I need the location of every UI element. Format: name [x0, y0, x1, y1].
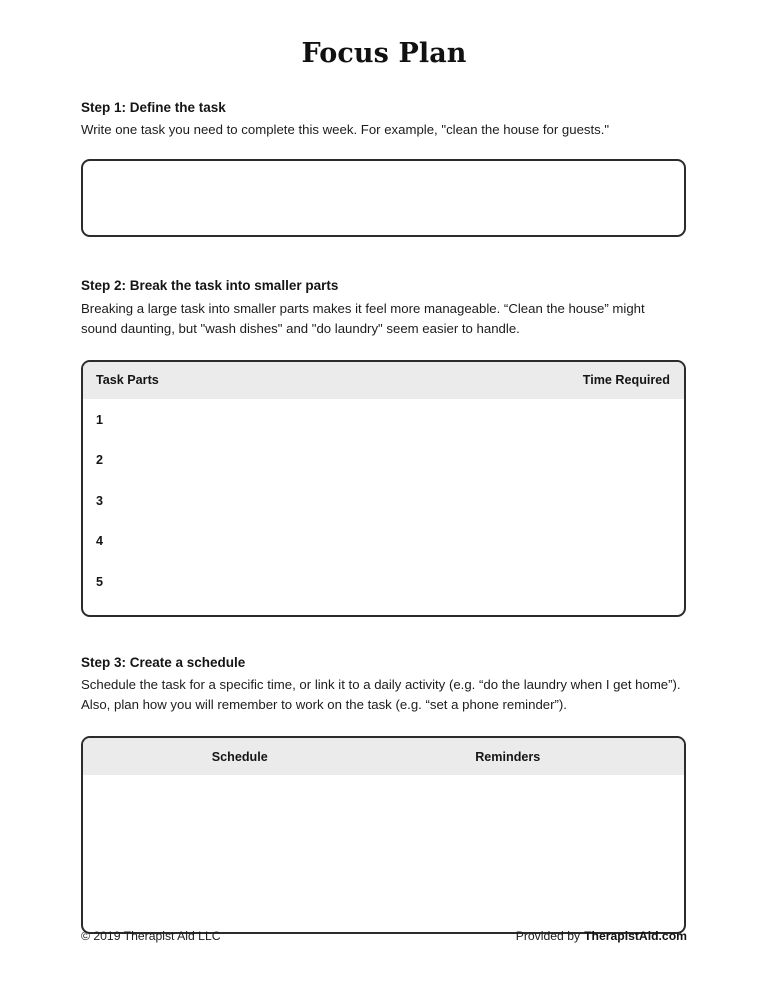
task-parts-table: [81, 360, 686, 618]
table-row[interactable]: [83, 413, 684, 454]
row-number: 4: [96, 534, 104, 549]
schedule-table-body[interactable]: [83, 775, 684, 932]
row-number: 5: [96, 574, 104, 589]
column-header-time-required: Time Required: [582, 373, 670, 388]
schedule-table-header: [83, 738, 684, 775]
step-3-section: [81, 617, 687, 934]
step-1-section: [81, 67, 687, 237]
step-2-heading: Step 2: Break the task into smaller parts: [81, 278, 339, 294]
table-row[interactable]: [83, 534, 684, 575]
column-header-task-parts: Task Parts: [96, 373, 159, 388]
column-header-schedule: Schedule: [211, 749, 268, 764]
step-3-heading: Step 3: Create a schedule: [81, 655, 246, 671]
task-parts-table-header: [83, 362, 684, 399]
table-row[interactable]: [83, 575, 684, 616]
step-3-description: Schedule the task for a specific time, or link it to a daily activity (e.g. “do the laundry when I get home”). Also, plan how you will remember to work on the task (e.g. “set a phone reminder”).: [81, 677, 681, 713]
row-number: 3: [96, 493, 104, 508]
provided-by-label: Provided by: [515, 929, 581, 943]
row-number: 2: [96, 453, 104, 468]
step-1-heading: Step 1: Define the task: [81, 100, 226, 115]
therapistaid-link[interactable]: TherapistAid.com: [584, 929, 687, 943]
page-footer: [81, 929, 687, 943]
row-number: 1: [96, 412, 104, 427]
task-parts-table-body: [83, 399, 684, 616]
step-2-description: Breaking a large task into smaller parts makes it feel more manageable. “Clean the house” might sound daunting, but "wash dishes" and "do laundry" seem easier to handle.: [81, 300, 645, 336]
copyright-text: © 2019 Therapist Aid LLC: [81, 929, 221, 943]
table-row[interactable]: [83, 494, 684, 535]
step-1-answer-box[interactable]: [81, 159, 686, 237]
step-1-description: Write one task you need to complete this week. For example, "clean the house for guests.": [81, 122, 610, 138]
page-title: Focus Plan: [301, 38, 467, 69]
schedule-table: [81, 736, 686, 934]
column-header-reminders: Reminders: [475, 749, 541, 764]
step-2-section: [81, 237, 687, 617]
provided-by-group: [516, 929, 687, 943]
table-row[interactable]: [83, 453, 684, 494]
